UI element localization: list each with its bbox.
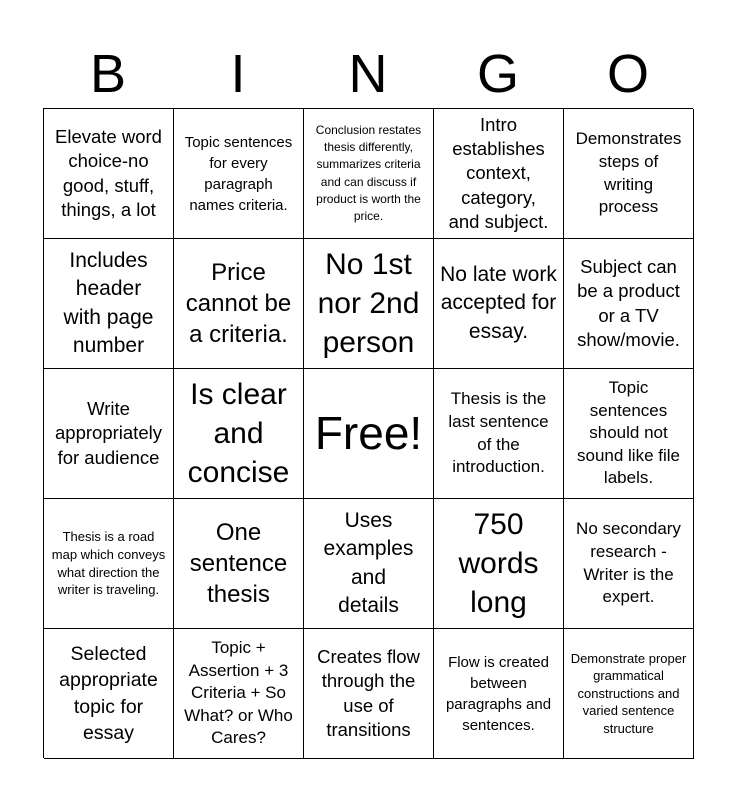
cell-text: 750 words long <box>458 508 539 619</box>
bingo-cell <box>304 239 434 369</box>
bingo-cell <box>44 109 174 239</box>
bingo-header <box>43 40 693 108</box>
bingo-cell <box>564 499 694 629</box>
cell-text: Conclusion restates thesis differently, summarizes criteria and can discuss if product is worth the price. <box>315 123 422 223</box>
cell-text: Creates flow through the use of transitions <box>317 646 420 740</box>
header-letter-i: I <box>230 44 246 104</box>
bingo-cell <box>304 629 434 759</box>
bingo-cell <box>44 239 174 369</box>
cell-text: Intro establishes context, category, and subject. <box>448 114 549 232</box>
bingo-cell <box>174 629 304 759</box>
cell-text: Price cannot be a criteria. <box>185 258 292 349</box>
bingo-cell <box>434 369 564 499</box>
cell-text: Subject can be a product or a TV show/movie. <box>577 256 680 350</box>
bingo-cell <box>564 239 694 369</box>
cell-text: Elevate word choice-no good, stuff, things, a lot <box>55 126 162 220</box>
bingo-cell <box>44 629 174 759</box>
cell-text: Selected appropriate topic for essay <box>59 642 158 744</box>
cell-text: No secondary research - Writer is the expert. <box>576 519 681 607</box>
cell-text: Write appropriately for audience <box>55 398 162 468</box>
cell-text: Topic sentences for every paragraph names criteria. <box>184 133 293 214</box>
bingo-board <box>43 108 693 758</box>
bingo-cell <box>44 499 174 629</box>
bingo-cell <box>434 499 564 629</box>
bingo-cell <box>564 369 694 499</box>
bingo-cell <box>174 239 304 369</box>
bingo-cell <box>174 499 304 629</box>
cell-text: No 1st nor 2nd person <box>317 248 420 359</box>
cell-text: Includes header with page number <box>63 248 154 357</box>
bingo-cell <box>434 629 564 759</box>
bingo-cell <box>434 239 564 369</box>
cell-text: Demonstrates steps of writing process <box>575 129 682 217</box>
cell-text: Flow is created between paragraphs and sentences. <box>445 653 552 734</box>
cell-text: Topic sentences should not sound like file labels. <box>576 377 680 488</box>
bingo-cell <box>564 109 694 239</box>
header-letter-b: B <box>89 44 127 104</box>
header-letter-o: O <box>606 44 649 104</box>
cell-text: Thesis is a road map which conveys what direction the writer is traveling. <box>51 529 166 598</box>
cell-text: Demonstrate proper grammatical constructions and varied sentence structure <box>570 650 687 736</box>
cell-text: No late work accepted for essay. <box>440 262 557 343</box>
bingo-cell <box>564 629 694 759</box>
cell-text: Topic + Assertion + 3 Criteria + So What? or Who Cares? <box>184 637 293 748</box>
bingo-cell <box>174 109 304 239</box>
cell-text: Thesis is the last sentence of the introduction. <box>448 389 549 477</box>
cell-text: One sentence thesis <box>189 518 288 609</box>
cell-text: Is clear and concise <box>187 378 290 489</box>
bingo-cell <box>174 369 304 499</box>
bingo-cell <box>304 499 434 629</box>
bingo-cell <box>304 109 434 239</box>
bingo-cell <box>304 369 434 499</box>
free-space: Free! <box>314 407 423 460</box>
header-letter-g: G <box>476 44 519 104</box>
bingo-cell <box>434 109 564 239</box>
header-letter-n: N <box>348 44 388 104</box>
bingo-cell <box>44 369 174 499</box>
cell-text: Uses examples and details <box>323 508 414 617</box>
